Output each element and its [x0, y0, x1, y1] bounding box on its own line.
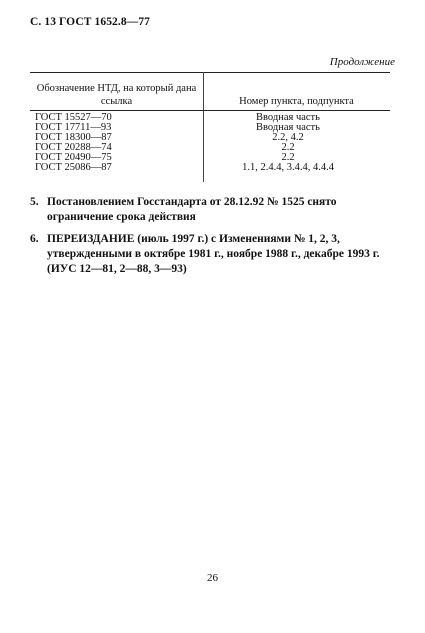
clause-ref: Вводная часть	[256, 112, 320, 123]
clause-ref: 2.2	[281, 142, 295, 153]
document-ref: ГОСТ 15527—70	[35, 112, 112, 123]
clause-ref: 2.2, 4.2	[272, 132, 304, 143]
table-header-rule	[30, 110, 390, 111]
note-number: 6.	[30, 233, 39, 245]
note-6	[30, 232, 400, 277]
column-header-clause: Номер пункта, подпункта	[239, 96, 354, 107]
document-ref: ГОСТ 18300—87	[35, 132, 112, 143]
column-header-document: Обозначение НТД, на который дана ссылка	[36, 83, 197, 107]
page-header: С. 13 ГОСТ 1652.8—77	[30, 16, 151, 28]
document-ref: ГОСТ 17711—93	[35, 122, 112, 133]
document-ref: ГОСТ 25086—87	[35, 162, 112, 173]
clause-ref: Вводная часть	[256, 122, 320, 133]
document-ref: ГОСТ 20288—74	[35, 142, 112, 153]
note-5	[30, 195, 400, 225]
table-top-rule	[30, 72, 390, 73]
note-text: ПЕРЕИЗДАНИЕ (июль 1997 г.) с Изменениями № 1, 2, 3, утвержденными в октябре 1981 г., ноябре 1988 г., декабре 1993 г. (ИУС 12—81, 2—88, 3—93)	[47, 233, 380, 275]
document-ref: ГОСТ 20490—75	[35, 152, 112, 163]
note-text: Постановлением Госстандарта от 28.12.92 № 1525 снято ограничение срока действия	[47, 196, 337, 223]
continuation-label: Продолжение	[329, 56, 395, 68]
clause-ref: 1.1, 2.4.4, 3.4.4, 4.4.4	[242, 162, 334, 173]
note-number: 5.	[30, 196, 39, 208]
clause-ref: 2.2	[281, 152, 295, 163]
page-number: 26	[207, 572, 218, 584]
